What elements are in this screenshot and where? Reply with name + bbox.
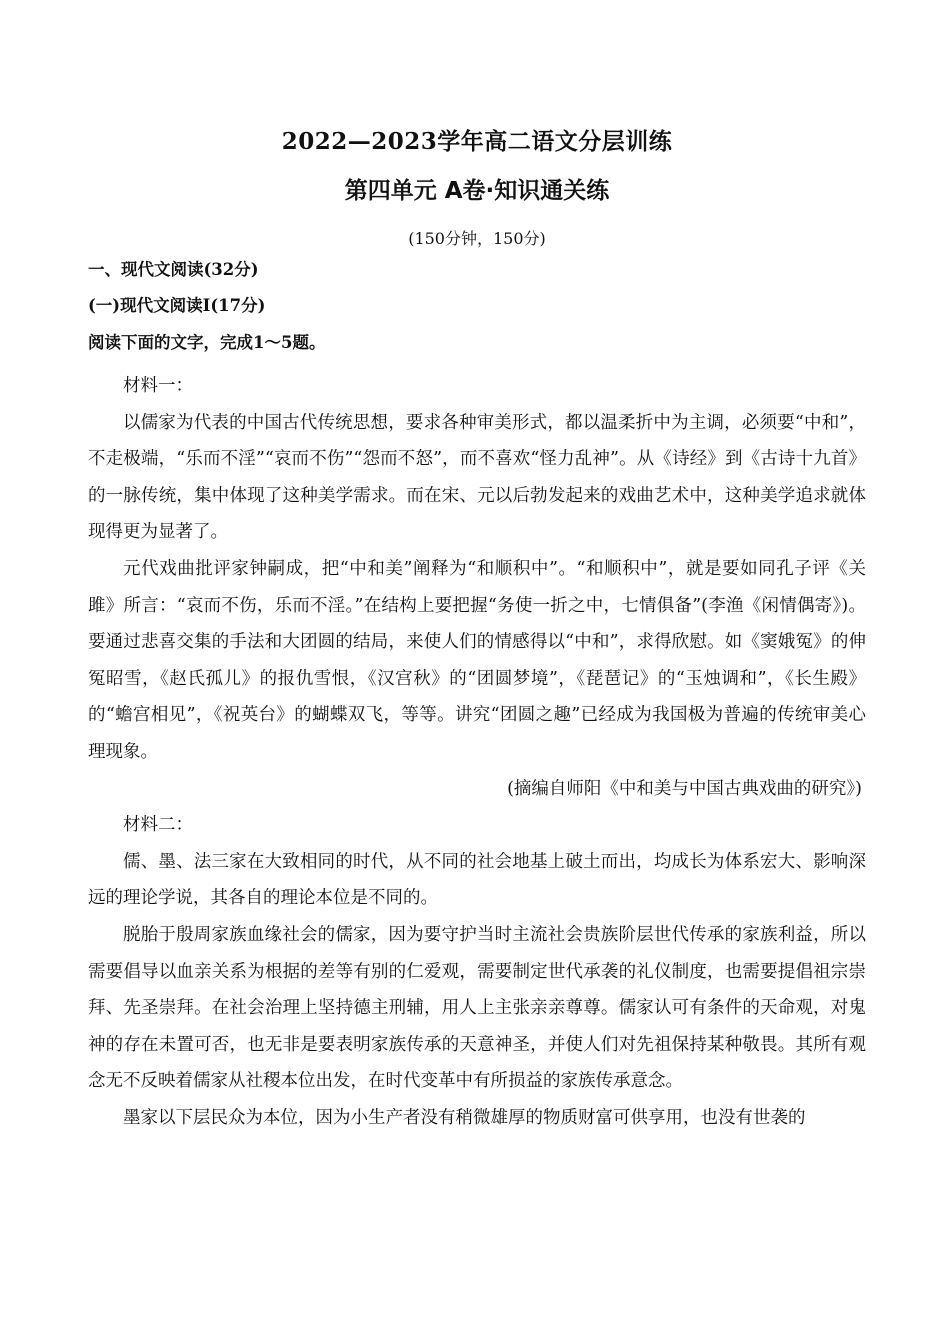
- material-1-paragraph-2: 元代戏曲批评家钟嗣成，把“中和美”阐释为“和顺积中”。“和顺积中”，就是要如同孔子评《关雎》所言：“哀而不伤，乐而不淫。”在结构上要把握“务使一折之中，七情俱备”(李渔《闲情偶寄》)。要通过悲喜交集的手法和大团圆的结局，来使人们的情感得以“中和”，求得欣慰。如《窦娥冤》的伸冤昭雪，《赵氏孤儿》的报仇雪恨，《汉宫秋》的“团圆梦境”，《琵琶记》的“玉烛调和”，《长生殿》的“蟾宫相见”，《祝英台》的蝴蝶双飞，等等。讲究“团圆之趣”已经成为我国极为普遍的传统审美心理现象。: [88, 558, 866, 762]
- material-2-paragraph-3: 墨家以下层民众为本位，因为小生产者没有稍微雄厚的物质财富可供享用，也没有世袭的: [123, 1107, 806, 1128]
- material-2-label: 材料二：: [123, 815, 193, 836]
- material-1-label: 材料一：: [123, 376, 193, 396]
- subsection-heading: (一)现代文阅读Ⅰ(17分): [88, 296, 266, 315]
- document-title: 2022—2023学年高二语文分层训练: [281, 128, 673, 155]
- reading-instruction: 阅读下面的文字，完成1～5题。: [88, 333, 326, 352]
- material-1-paragraph-1: 以儒家为代表的中国古代传统思想，要求各种审美形式，都以温柔折中为主调，必须要“中和”，不走极端，“乐而不淫”“哀而不伤”“怨而不怒”，而不喜欢“怪力乱神”。从《诗经》到《古诗十九首》的一脉传统，集中体现了这种美学需求。而在宋、元以后勃发起来的戏曲艺术中，这种美学追求就体现得更为显著了。: [88, 412, 866, 543]
- time-score-note: (150分钟，150分): [408, 229, 546, 248]
- reading-passage: [88, 368, 866, 1136]
- material-1-source: (摘编自师阳《中和美与中国古典戏曲的研究》): [507, 778, 862, 799]
- section-heading: 一、现代文阅读(32分): [88, 260, 259, 279]
- material-2-paragraph-1: 儒、墨、法三家在大致相同的时代，从不同的社会地基上破土而出，均成长为体系宏大、影响深远的理论学说，其各自的理论本位是不同的。: [88, 851, 866, 909]
- material-2-paragraph-2: 脱胎于殷周家族血缘社会的儒家，因为要守护当时主流社会贵族阶层世代传承的家族利益，所以需要倡导以血亲关系为根据的差等有别的仁爱观，需要制定世代承袭的礼仪制度，也需要提倡祖宗崇拜、先圣崇拜。在社会治理上坚持德主刑辅，用人上主张亲亲尊尊。儒家认可有条件的天命观，对鬼神的存在未置可否，也无非是要表明家族传承的天意神圣，并使人们对先祖保持某种敬畏。其所有观念无不反映着儒家从社稷本位出发，在时代变革中有所损益的家族传承意念。: [88, 924, 866, 1092]
- document-subtitle: 第四单元 A卷·知识通关练: [344, 178, 610, 204]
